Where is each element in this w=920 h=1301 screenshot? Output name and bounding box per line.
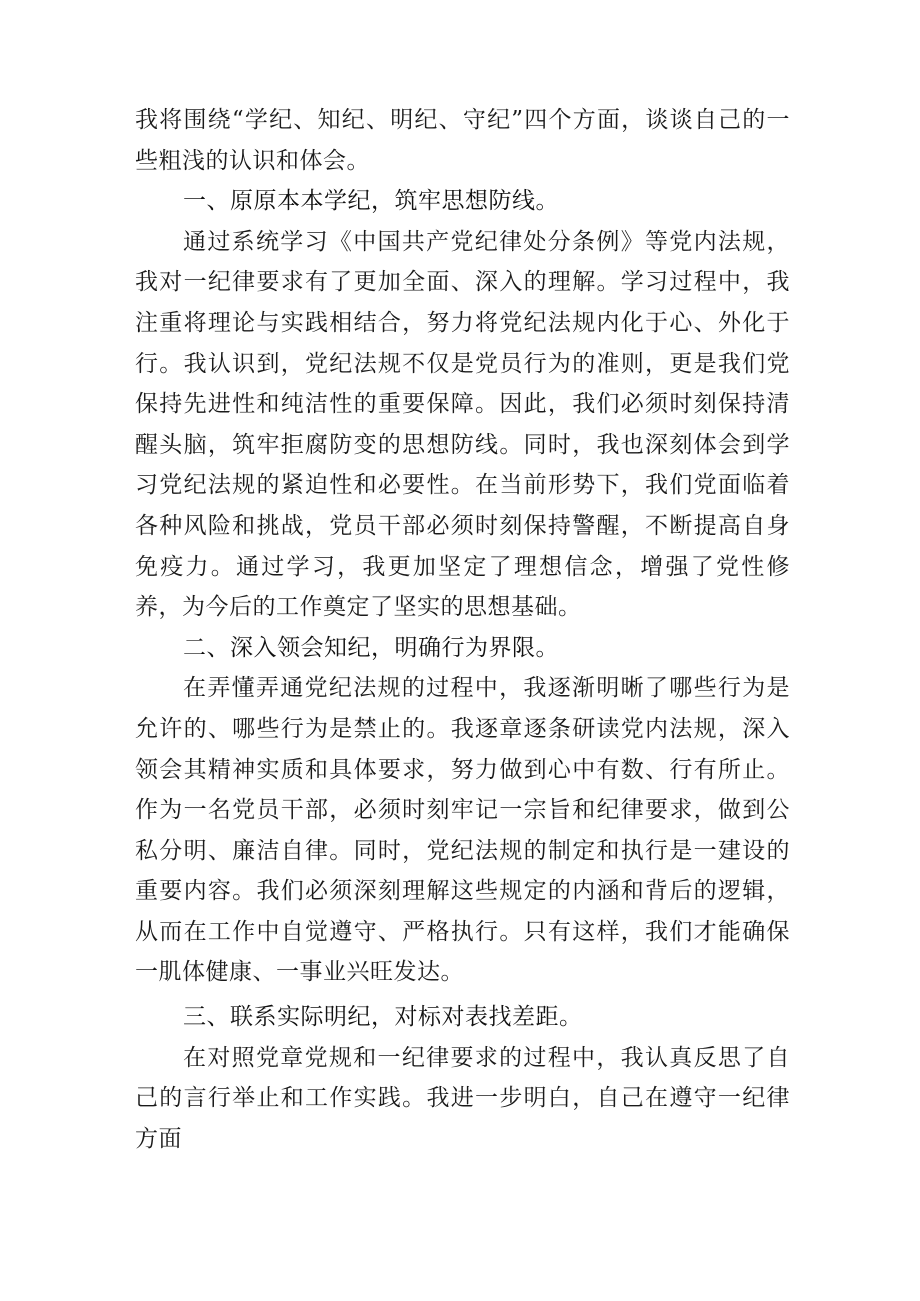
section-1-body: 通过系统学习《中国共产党纪律处分条例》等党内法规，我对一纪律要求有了更加全面、深入的理解。学习过程中，我注重将理论与实践相结合，努力将党纪法规内化于心、外化于行。我认识到，党纪法规不仅是党员行为的准则，更是我们党保持先进性和纯洁性的重要保障。因此，我们必须时刻保持清醒头脑，筑牢拒腐防变的思想防线。同时，我也深刻体会到学习党纪法规的紧迫性和必要性。在当前形势下，我们党面临着各种风险和挑战，党员干部必须时刻保持警醒，不断提高自身免疫力。通过学习，我更加坚定了理想信念，增强了党性修养，为今后的工作奠定了坚实的思想基础。 (135, 228, 790, 621)
intro-paragraph: 我将围绕“学纪、知纪、明纪、守纪”四个方面，谈谈自己的一些粗浅的认识和体会。 (135, 107, 790, 174)
section-3-body: 在对照党章党规和一纪律要求的过程中，我认真反思了自己的言行举止和工作实践。我进一步明白，自己在遵守一纪律方面 (135, 1044, 790, 1152)
section-2-body: 在弄懂弄通党纪法规的过程中，我逐渐明晰了哪些行为是允许的、哪些行为是禁止的。我逐章逐条研读党内法规，深入领会其精神实质和具体要求，努力做到心中有数、行有所止。作为一名党员干部，必须时刻牢记一宗旨和纪律要求，做到公私分明、廉洁自律。同时，党纪法规的制定和执行是一建设的重要内容。我们必须深刻理解这些规定的内涵和背后的逻辑，从而在工作中自觉遵守、严格执行。只有这样，我们才能确保一肌体健康、一事业兴旺发达。 (135, 675, 790, 986)
section-3-heading: 三、联系实际明纪，对标对表找差距。 (183, 1004, 583, 1031)
section-1-heading: 一、原原本本学纪，筑牢思想防线。 (183, 188, 559, 215)
document-body (135, 100, 790, 1159)
section-2-heading: 二、深入领会知纪，明确行为界限。 (183, 634, 559, 661)
